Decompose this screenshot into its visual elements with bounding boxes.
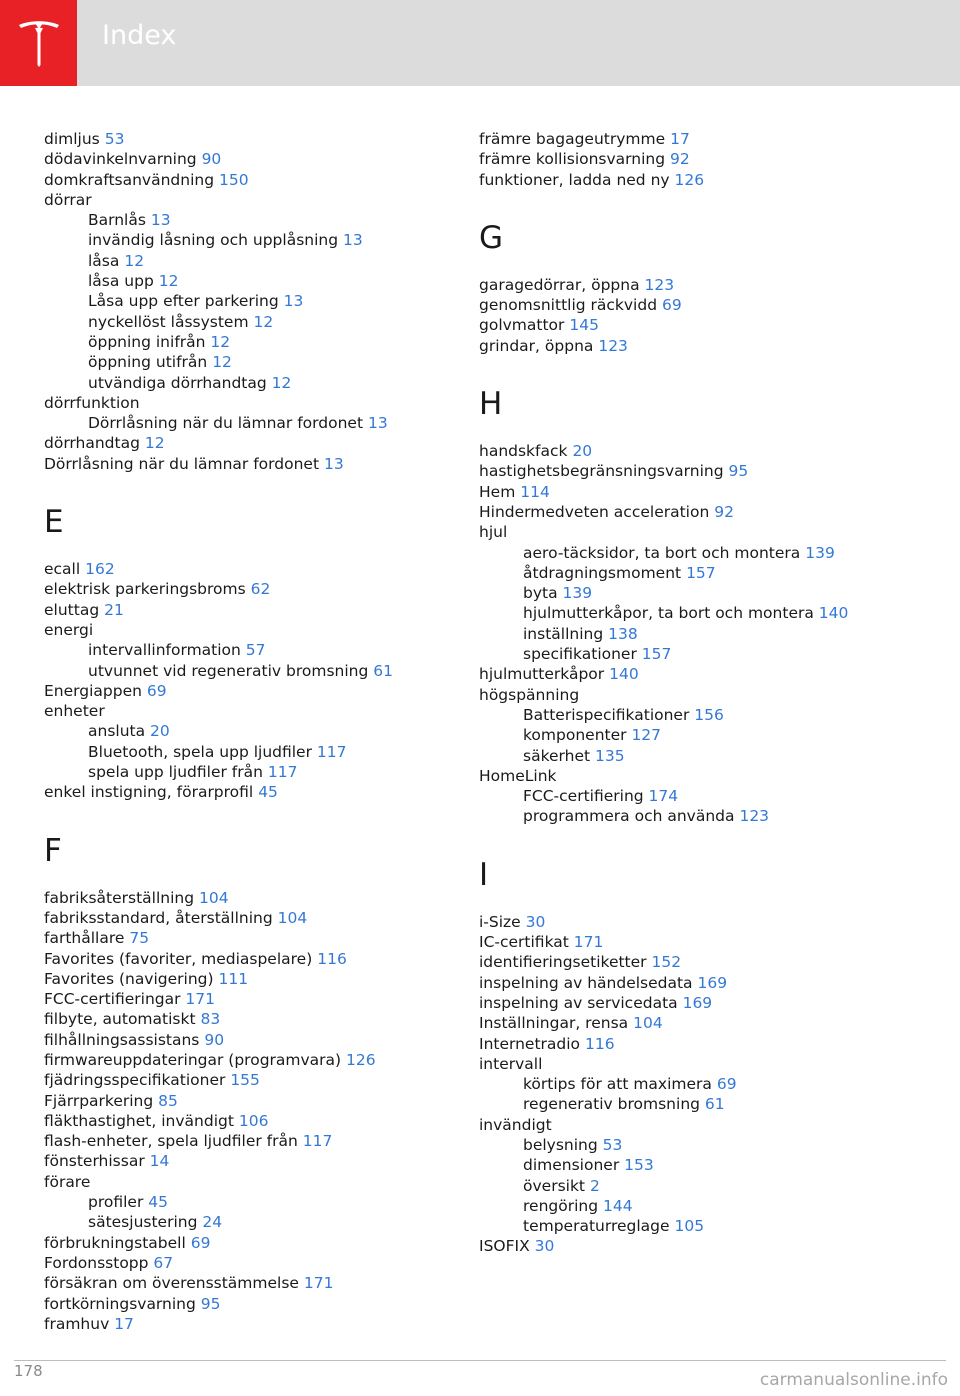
index-entry bbox=[44, 888, 454, 908]
page-link[interactable]: 69 bbox=[190, 1233, 211, 1252]
index-entry bbox=[479, 1034, 939, 1054]
page-link[interactable]: 123 bbox=[598, 336, 628, 355]
index-subentry bbox=[479, 583, 939, 603]
entry-text: IC-certifikat bbox=[479, 933, 569, 952]
index-entry bbox=[44, 1314, 454, 1334]
entry-text: låsa upp bbox=[88, 272, 154, 291]
index-entry bbox=[479, 1013, 939, 1033]
entry-text: hjul bbox=[479, 523, 508, 542]
index-subentry bbox=[44, 1212, 454, 1232]
entry-text: Batterispecifikationer bbox=[523, 705, 690, 724]
page-link[interactable]: 12 bbox=[271, 373, 292, 392]
entry-text: Inställningar, rensa bbox=[479, 1014, 629, 1033]
index-subentry bbox=[479, 1176, 939, 1196]
page-link[interactable]: 12 bbox=[253, 312, 274, 331]
page-link[interactable]: 85 bbox=[158, 1091, 178, 1110]
section-letter: F bbox=[44, 832, 62, 869]
index-entry bbox=[44, 1253, 454, 1273]
page-link[interactable]: 17 bbox=[114, 1314, 134, 1333]
page-link[interactable]: 21 bbox=[104, 600, 124, 619]
page-link[interactable]: 13 bbox=[283, 292, 304, 311]
page-link[interactable]: 61 bbox=[373, 661, 393, 680]
page-link[interactable]: 12 bbox=[212, 353, 232, 372]
entry-text: filhållningsassistans bbox=[44, 1030, 200, 1049]
entry-text: FCC-certifiering bbox=[523, 787, 644, 806]
page-link[interactable]: 139 bbox=[562, 584, 593, 603]
page-link[interactable]: 12 bbox=[144, 434, 165, 453]
page-link[interactable]: 105 bbox=[674, 1217, 705, 1236]
index-entry bbox=[479, 482, 939, 502]
entry-text: Dörrlåsning när du lämnar fordonet bbox=[44, 454, 320, 473]
page-link[interactable]: 13 bbox=[150, 211, 171, 230]
index-entry bbox=[479, 1115, 939, 1135]
entry-text: ansluta bbox=[88, 722, 146, 741]
entry-text: Fordonsstopp bbox=[44, 1253, 149, 1272]
entry-text: försäkran om överensstämmelse bbox=[44, 1274, 299, 1293]
page-link[interactable]: 24 bbox=[202, 1213, 223, 1232]
index-entry bbox=[44, 129, 454, 149]
entry-text: sätesjustering bbox=[88, 1213, 198, 1232]
index-subentry bbox=[479, 1135, 939, 1155]
page-link[interactable]: 139 bbox=[805, 543, 835, 562]
entry-text: Fjärrparkering bbox=[44, 1091, 154, 1110]
entry-text: öppning inifrån bbox=[88, 332, 206, 351]
entry-text: översikt bbox=[523, 1176, 585, 1195]
page-link[interactable]: 20 bbox=[150, 722, 170, 741]
index-subentry bbox=[479, 705, 939, 725]
index-subentry bbox=[479, 543, 939, 563]
entry-text: Internetradio bbox=[479, 1034, 581, 1053]
page-link[interactable]: 169 bbox=[682, 993, 713, 1012]
page-link[interactable]: 116 bbox=[317, 949, 347, 968]
index-subentry bbox=[479, 1155, 939, 1175]
index-entry bbox=[479, 441, 939, 461]
entry-text: garagedörrar, öppna bbox=[479, 275, 640, 294]
index-subentry bbox=[44, 352, 454, 372]
page-link[interactable]: 45 bbox=[148, 1193, 169, 1212]
entry-text: främre kollisionsvarning bbox=[479, 150, 666, 169]
index-entry bbox=[44, 149, 454, 169]
page-link[interactable]: 117 bbox=[302, 1132, 333, 1151]
page-link[interactable]: 2 bbox=[589, 1176, 600, 1195]
index-entry bbox=[479, 664, 939, 684]
entry-text: Dörrlåsning när du lämnar fordonet bbox=[88, 414, 364, 433]
watermark: carmanualsonline.info bbox=[759, 1370, 948, 1390]
page-link[interactable]: 20 bbox=[572, 442, 593, 461]
entry-text: dörrhandtag bbox=[44, 434, 140, 453]
page-link[interactable]: 90 bbox=[201, 150, 222, 169]
entry-text: framhuv bbox=[44, 1314, 110, 1333]
entry-text: åtdragningsmoment bbox=[523, 563, 682, 582]
page-link[interactable]: 53 bbox=[104, 130, 125, 148]
entry-text: enkel instigning, förarprofil bbox=[44, 783, 254, 802]
page-link[interactable]: 144 bbox=[603, 1196, 633, 1215]
entry-text: Hindermedveten acceleration bbox=[479, 502, 710, 521]
page-link[interactable]: 126 bbox=[346, 1050, 376, 1069]
entry-text: aero-täcksidor, ta bort och montera bbox=[523, 543, 801, 562]
index-entry bbox=[44, 579, 454, 599]
entry-text: fönsterhissar bbox=[44, 1152, 145, 1171]
index-subentry bbox=[479, 624, 939, 644]
page-link[interactable]: 61 bbox=[704, 1095, 725, 1114]
index-entry bbox=[44, 1091, 454, 1111]
index-entry bbox=[479, 315, 939, 335]
index-entry bbox=[44, 1009, 454, 1029]
index-subentry bbox=[479, 806, 939, 826]
index-entry bbox=[479, 461, 939, 481]
entry-text: Hem bbox=[479, 482, 516, 501]
entry-text: Låsa upp efter parkering bbox=[88, 292, 279, 311]
page-link[interactable]: 174 bbox=[648, 787, 679, 806]
entry-text: temperaturreglage bbox=[523, 1217, 670, 1236]
page-link[interactable]: 153 bbox=[624, 1156, 654, 1175]
page-link[interactable]: 13 bbox=[367, 414, 388, 433]
entry-text: funktioner, ladda ned ny bbox=[479, 170, 670, 189]
page-link[interactable]: 138 bbox=[608, 624, 638, 643]
index-entry bbox=[479, 1236, 939, 1256]
index-subentry bbox=[479, 603, 939, 623]
index-subentry bbox=[44, 762, 454, 782]
page-link[interactable]: 104 bbox=[633, 1014, 663, 1033]
entry-text: flash-enheter, spela ljudfiler från bbox=[44, 1132, 298, 1151]
entry-text: Bluetooth, spela upp ljudfiler bbox=[88, 742, 312, 761]
entry-text: enheter bbox=[44, 702, 105, 721]
entry-text: FCC-certifieringar bbox=[44, 990, 181, 1009]
page-link[interactable]: 123 bbox=[644, 275, 675, 294]
index-subentry bbox=[479, 1196, 939, 1216]
section-letter: H bbox=[479, 386, 503, 423]
index-column-right bbox=[479, 129, 939, 1257]
page-link[interactable]: 30 bbox=[525, 912, 546, 931]
index-entry bbox=[44, 559, 454, 579]
page-link[interactable]: 157 bbox=[686, 563, 716, 582]
section-letter: E bbox=[44, 504, 64, 541]
entry-text: invändigt bbox=[479, 1115, 552, 1134]
index-subentry bbox=[44, 1192, 454, 1212]
index-entry bbox=[479, 295, 939, 315]
index-entry bbox=[44, 393, 454, 413]
index-subentry bbox=[44, 721, 454, 741]
index-subentry bbox=[44, 413, 454, 433]
page-link[interactable]: 12 bbox=[124, 251, 145, 270]
entry-text: öppning utifrån bbox=[88, 353, 208, 372]
index-subentry bbox=[479, 644, 939, 664]
entry-text: i-Size bbox=[479, 912, 521, 931]
index-entry bbox=[44, 1151, 454, 1171]
entry-text: invändig låsning och upplåsning bbox=[88, 231, 339, 250]
index-entry bbox=[479, 685, 939, 705]
index-entry bbox=[44, 681, 454, 701]
page-link[interactable]: 111 bbox=[218, 969, 249, 988]
index-entry bbox=[44, 1050, 454, 1070]
page-link[interactable]: 114 bbox=[520, 482, 550, 501]
page-link[interactable]: 135 bbox=[595, 746, 625, 765]
entry-text: hjulmutterkåpor bbox=[479, 665, 605, 684]
entry-text: belysning bbox=[523, 1135, 598, 1154]
entry-text: inställning bbox=[523, 624, 604, 643]
entry-text: högspänning bbox=[479, 685, 580, 704]
entry-text: komponenter bbox=[523, 726, 627, 745]
entry-text: Favorites (navigering) bbox=[44, 969, 214, 988]
entry-text: fortkörningsvarning bbox=[44, 1294, 196, 1313]
index-entry bbox=[479, 275, 939, 295]
index-subentry bbox=[44, 291, 454, 311]
entry-text: programmera och använda bbox=[523, 807, 735, 826]
index-entry bbox=[44, 620, 454, 640]
index-entry bbox=[44, 1233, 454, 1253]
page-link[interactable]: 117 bbox=[316, 742, 347, 761]
page-link[interactable]: 157 bbox=[641, 645, 672, 664]
entry-text: Favorites (favoriter, mediaspelare) bbox=[44, 949, 313, 968]
entry-text: byta bbox=[523, 584, 558, 603]
entry-text: dimljus bbox=[44, 130, 100, 148]
page-number: 178 bbox=[14, 1362, 43, 1380]
page-link[interactable]: 126 bbox=[674, 170, 705, 189]
entry-text: genomsnittlig räckvidd bbox=[479, 296, 658, 315]
index-entry bbox=[479, 502, 939, 522]
entry-text: Energiappen bbox=[44, 681, 142, 700]
page-link[interactable]: 30 bbox=[534, 1237, 555, 1256]
page-link[interactable]: 45 bbox=[258, 783, 278, 802]
page-link[interactable]: 62 bbox=[250, 580, 271, 599]
index-entry bbox=[44, 454, 454, 474]
entry-text: inspelning av servicedata bbox=[479, 993, 678, 1012]
page-link[interactable]: 171 bbox=[303, 1274, 334, 1293]
index-entry bbox=[44, 949, 454, 969]
page-link[interactable]: 83 bbox=[200, 1010, 221, 1029]
index-entry bbox=[44, 170, 454, 190]
page-link[interactable]: 53 bbox=[602, 1135, 623, 1154]
page-link[interactable]: 95 bbox=[728, 462, 749, 481]
entry-text: fabriksåterställning bbox=[44, 888, 195, 907]
page-link[interactable]: 123 bbox=[739, 807, 770, 826]
page-link[interactable]: 13 bbox=[343, 231, 363, 250]
entry-text: grindar, öppna bbox=[479, 336, 594, 355]
index-entry bbox=[479, 993, 939, 1013]
index-entry bbox=[44, 190, 454, 210]
page-link[interactable]: 150 bbox=[219, 170, 249, 189]
index-subentry bbox=[44, 742, 454, 762]
index-entry bbox=[44, 782, 454, 802]
entry-text: intervall bbox=[479, 1054, 543, 1073]
entry-text: ISOFIX bbox=[479, 1237, 530, 1256]
index-entry bbox=[479, 766, 939, 786]
index-subentry bbox=[44, 210, 454, 230]
page-link[interactable]: 69 bbox=[661, 296, 682, 315]
index-subentry bbox=[479, 563, 939, 583]
index-subentry bbox=[479, 746, 939, 766]
entry-text: körtips för att maximera bbox=[523, 1075, 712, 1094]
brand-logo bbox=[0, 0, 77, 86]
entry-text: dödavinkelnvarning bbox=[44, 150, 197, 169]
entry-text: främre bagageutrymme bbox=[479, 130, 666, 148]
index-subentry bbox=[44, 251, 454, 271]
index-entry bbox=[44, 928, 454, 948]
entry-text: Barnlås bbox=[88, 211, 146, 230]
index-subentry bbox=[479, 786, 939, 806]
entry-text: dörrfunktion bbox=[44, 393, 140, 412]
entry-text: identifieringsetiketter bbox=[479, 953, 647, 972]
index-subentry bbox=[479, 1094, 939, 1114]
page-link[interactable]: 145 bbox=[569, 316, 599, 335]
page-link[interactable]: 75 bbox=[129, 929, 150, 948]
page-title: Index bbox=[102, 20, 177, 51]
entry-text: domkraftsanvändning bbox=[44, 170, 215, 189]
entry-text: energi bbox=[44, 620, 94, 639]
entry-text: hjulmutterkåpor, ta bort och montera bbox=[523, 604, 814, 623]
footer-divider bbox=[14, 1360, 946, 1361]
entry-text: förare bbox=[44, 1172, 91, 1191]
page-link[interactable]: 69 bbox=[716, 1075, 737, 1094]
entry-text: HomeLink bbox=[479, 766, 557, 785]
entry-text: låsa bbox=[88, 251, 120, 270]
index-entry bbox=[44, 969, 454, 989]
entry-text: eluttag bbox=[44, 600, 100, 619]
entry-text: nyckellöst låssystem bbox=[88, 312, 249, 331]
entry-text: rengöring bbox=[523, 1196, 599, 1215]
index-subentry bbox=[479, 1216, 939, 1236]
entry-text: förbrukningstabell bbox=[44, 1233, 186, 1252]
index-subentry bbox=[44, 640, 454, 660]
page-link[interactable]: 13 bbox=[323, 454, 344, 473]
page-link[interactable]: 12 bbox=[158, 272, 179, 291]
index-subentry bbox=[44, 661, 454, 681]
entry-text: firmwareuppdateringar (programvara) bbox=[44, 1050, 342, 1069]
entry-text: profiler bbox=[88, 1193, 144, 1212]
entry-text: utvunnet vid regenerativ bromsning bbox=[88, 661, 369, 680]
index-entry bbox=[44, 1273, 454, 1293]
index-entry bbox=[479, 952, 939, 972]
index-entry bbox=[479, 1054, 939, 1074]
page-link[interactable]: 156 bbox=[694, 705, 724, 724]
page-link[interactable]: 14 bbox=[149, 1152, 170, 1171]
index-column-left bbox=[44, 129, 454, 1334]
entry-text: dimensioner bbox=[523, 1156, 620, 1175]
index-entry bbox=[479, 932, 939, 952]
index-entry bbox=[479, 336, 939, 356]
tesla-logo-icon bbox=[17, 19, 61, 67]
index-entry bbox=[44, 989, 454, 1009]
index-entry bbox=[44, 1111, 454, 1131]
page-link[interactable]: 106 bbox=[238, 1111, 269, 1130]
entry-text: golvmattor bbox=[479, 316, 565, 335]
index-entry bbox=[44, 1131, 454, 1151]
entry-text: säkerhet bbox=[523, 746, 591, 765]
index-entry bbox=[44, 600, 454, 620]
entry-text: handskfack bbox=[479, 442, 568, 461]
entry-text: spela upp ljudfiler från bbox=[88, 763, 263, 782]
index-subentry bbox=[44, 332, 454, 352]
section-letter: I bbox=[479, 856, 489, 893]
index-subentry bbox=[44, 271, 454, 291]
index-entry bbox=[479, 129, 939, 149]
index-subentry bbox=[44, 312, 454, 332]
page-link[interactable]: 171 bbox=[185, 990, 216, 1009]
entry-text: utvändiga dörrhandtag bbox=[88, 373, 267, 392]
entry-text: inspelning av händelsedata bbox=[479, 973, 693, 992]
index-entry bbox=[479, 522, 939, 542]
entry-text: specifikationer bbox=[523, 645, 637, 664]
index-entry bbox=[44, 1030, 454, 1050]
index-entry bbox=[479, 973, 939, 993]
entry-text: regenerativ bromsning bbox=[523, 1095, 700, 1114]
page-link[interactable]: 155 bbox=[230, 1071, 260, 1090]
index-entry bbox=[44, 701, 454, 721]
index-entry bbox=[44, 1294, 454, 1314]
index-entry bbox=[44, 433, 454, 453]
index-subentry bbox=[479, 725, 939, 745]
page-link[interactable]: 140 bbox=[818, 604, 849, 623]
page-link[interactable]: 69 bbox=[146, 681, 167, 700]
index-entry bbox=[44, 908, 454, 928]
page-link[interactable]: 117 bbox=[267, 763, 298, 782]
page-link[interactable]: 127 bbox=[631, 726, 662, 745]
index-entry bbox=[44, 1070, 454, 1090]
entry-text: ecall bbox=[44, 560, 81, 579]
page-link[interactable]: 92 bbox=[670, 150, 690, 169]
entry-text: elektrisk parkeringsbroms bbox=[44, 580, 246, 599]
entry-text: filbyte, automatiskt bbox=[44, 1010, 196, 1029]
page-link[interactable]: 17 bbox=[670, 130, 690, 148]
entry-text: fabriksstandard, återställning bbox=[44, 908, 273, 927]
entry-text: dörrar bbox=[44, 190, 92, 209]
page-link[interactable]: 67 bbox=[153, 1253, 174, 1272]
entry-text: fjädringsspecifikationer bbox=[44, 1071, 226, 1090]
index-subentry bbox=[44, 373, 454, 393]
index-entry bbox=[479, 912, 939, 932]
index-subentry bbox=[44, 230, 454, 250]
page-link[interactable]: 140 bbox=[609, 665, 639, 684]
page-link[interactable]: 152 bbox=[651, 953, 682, 972]
page-link[interactable]: 116 bbox=[584, 1034, 615, 1053]
index-entry bbox=[479, 149, 939, 169]
page-link[interactable]: 57 bbox=[245, 641, 266, 660]
entry-text: farthållare bbox=[44, 929, 125, 948]
page-link[interactable]: 12 bbox=[210, 332, 231, 351]
page-link[interactable]: 171 bbox=[573, 933, 604, 952]
index-entry bbox=[44, 1172, 454, 1192]
page-link[interactable]: 162 bbox=[85, 560, 115, 579]
page-link[interactable]: 95 bbox=[200, 1294, 221, 1313]
page-link[interactable]: 104 bbox=[199, 888, 229, 907]
index-subentry bbox=[479, 1074, 939, 1094]
entry-text: fläkthastighet, invändigt bbox=[44, 1111, 234, 1130]
page-link[interactable]: 92 bbox=[714, 502, 734, 521]
entry-text: hastighetsbegränsningsvarning bbox=[479, 462, 724, 481]
page-link[interactable]: 169 bbox=[697, 973, 728, 992]
page-link[interactable]: 104 bbox=[277, 908, 308, 927]
section-letter: G bbox=[479, 219, 504, 256]
page-link[interactable]: 90 bbox=[204, 1030, 225, 1049]
entry-text: intervallinformation bbox=[88, 641, 241, 660]
header-bar bbox=[0, 0, 960, 86]
index-entry bbox=[479, 170, 939, 190]
